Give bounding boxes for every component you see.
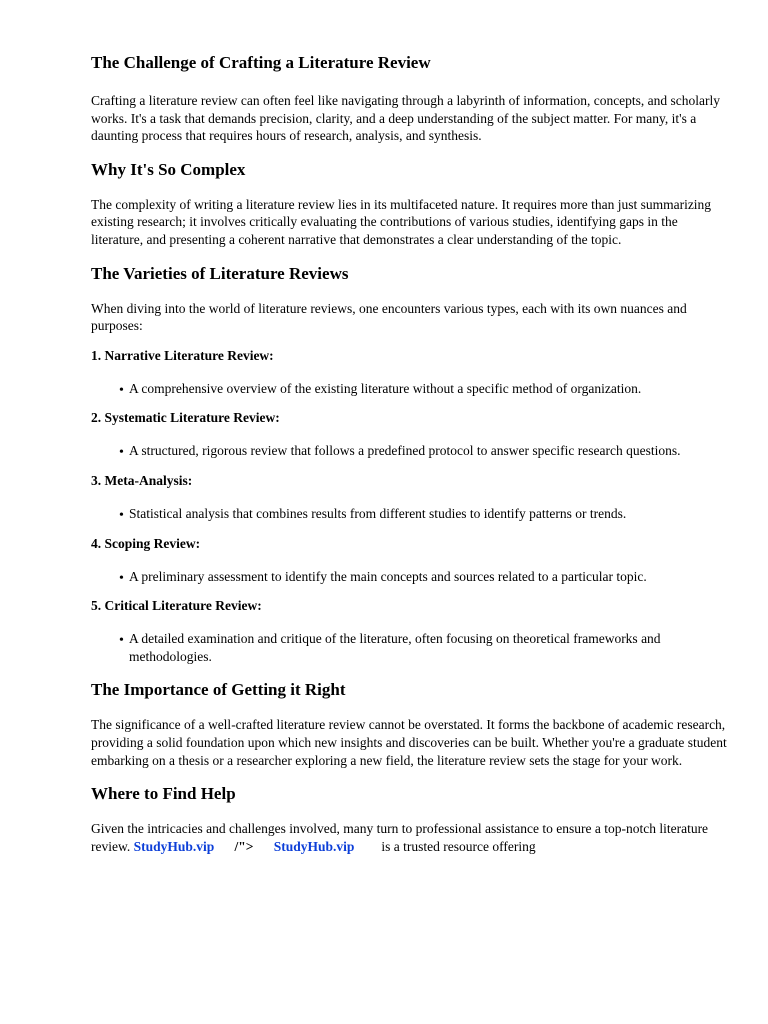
review-type-description: • A preliminary assessment to identify the main concepts and sources related to a particular topic. — [129, 568, 731, 586]
help-text-before: Given the intricacies and challenges involved, many turn to professional assistance to ensure a top-notch literature review. — [91, 821, 709, 854]
review-type-description: • A structured, rigorous review that follows a predefined protocol to answer specific research questions. — [129, 442, 731, 460]
importance-paragraph: The significance of a well-crafted literature review cannot be overstated. It forms the backbone of academic research, providing a solid foundation upon which new insights and discoveries can be built. Whether you're a graduate student embarking on a thesis or a researcher exploring a new field, the literature review sets the stage for your work. — [91, 717, 727, 768]
section-heading-complex: Why It's So Complex — [91, 159, 246, 179]
varieties-intro-paragraph: When diving into the world of literature reviews, one encounters various types, each with its own nuances and purposes: — [91, 300, 687, 334]
review-type-bullets — [91, 505, 731, 523]
review-type-bullets — [91, 630, 731, 665]
section-heading-varieties: The Varieties of Literature Reviews — [91, 263, 349, 283]
complex-paragraph: The complexity of writing a literature review lies in its multifaceted nature. It requires more than just summarizing existing research; it involves critically evaluating the contributions of various studies, identifying gaps in the literature, and presenting a coherent narrative that demonstrates a clear understanding of the topic. — [91, 196, 712, 247]
help-text-after: is a trusted resource offering — [381, 838, 536, 854]
review-type-label: 5. Critical Literature Review: — [91, 598, 262, 614]
section-heading-help: Where to Find Help — [91, 784, 236, 804]
review-type-bullets — [91, 380, 731, 398]
review-type-label: 4. Scoping Review: — [91, 535, 201, 551]
link-separator-text: /"> — [234, 838, 254, 854]
page-title: The Challenge of Crafting a Literature Review — [91, 53, 431, 72]
section-heading-importance: The Importance of Getting it Right — [91, 680, 346, 700]
studyhub-link[interactable]: StudyHub.vip — [133, 838, 215, 854]
review-type-description: • A detailed examination and critique of the literature, often focusing on theoretical frameworks and methodologies. — [129, 630, 731, 665]
review-type-description: • A comprehensive overview of the existing literature without a specific method of organization. — [129, 380, 731, 398]
review-type-bullets — [91, 568, 731, 586]
help-paragraph — [91, 820, 731, 855]
studyhub-link[interactable]: StudyHub.vip — [273, 838, 355, 854]
intro-paragraph: Crafting a literature review can often feel like navigating through a labyrinth of information, concepts, and scholarly works. It's a task that demands precision, clarity, and a deep understanding of the subject matter. For many, it's a daunting process that requires hours of research, analysis, and synthesis. — [91, 93, 721, 144]
review-type-bullets — [91, 442, 731, 460]
review-type-description: • Statistical analysis that combines results from different studies to identify patterns or trends. — [129, 505, 731, 523]
review-type-label: 3. Meta-Analysis: — [91, 472, 193, 488]
document-page — [91, 52, 731, 855]
review-types-list — [91, 347, 731, 666]
review-type-label: 1. Narrative Literature Review: — [91, 347, 274, 363]
review-type-label: 2. Systematic Literature Review: — [91, 410, 280, 426]
